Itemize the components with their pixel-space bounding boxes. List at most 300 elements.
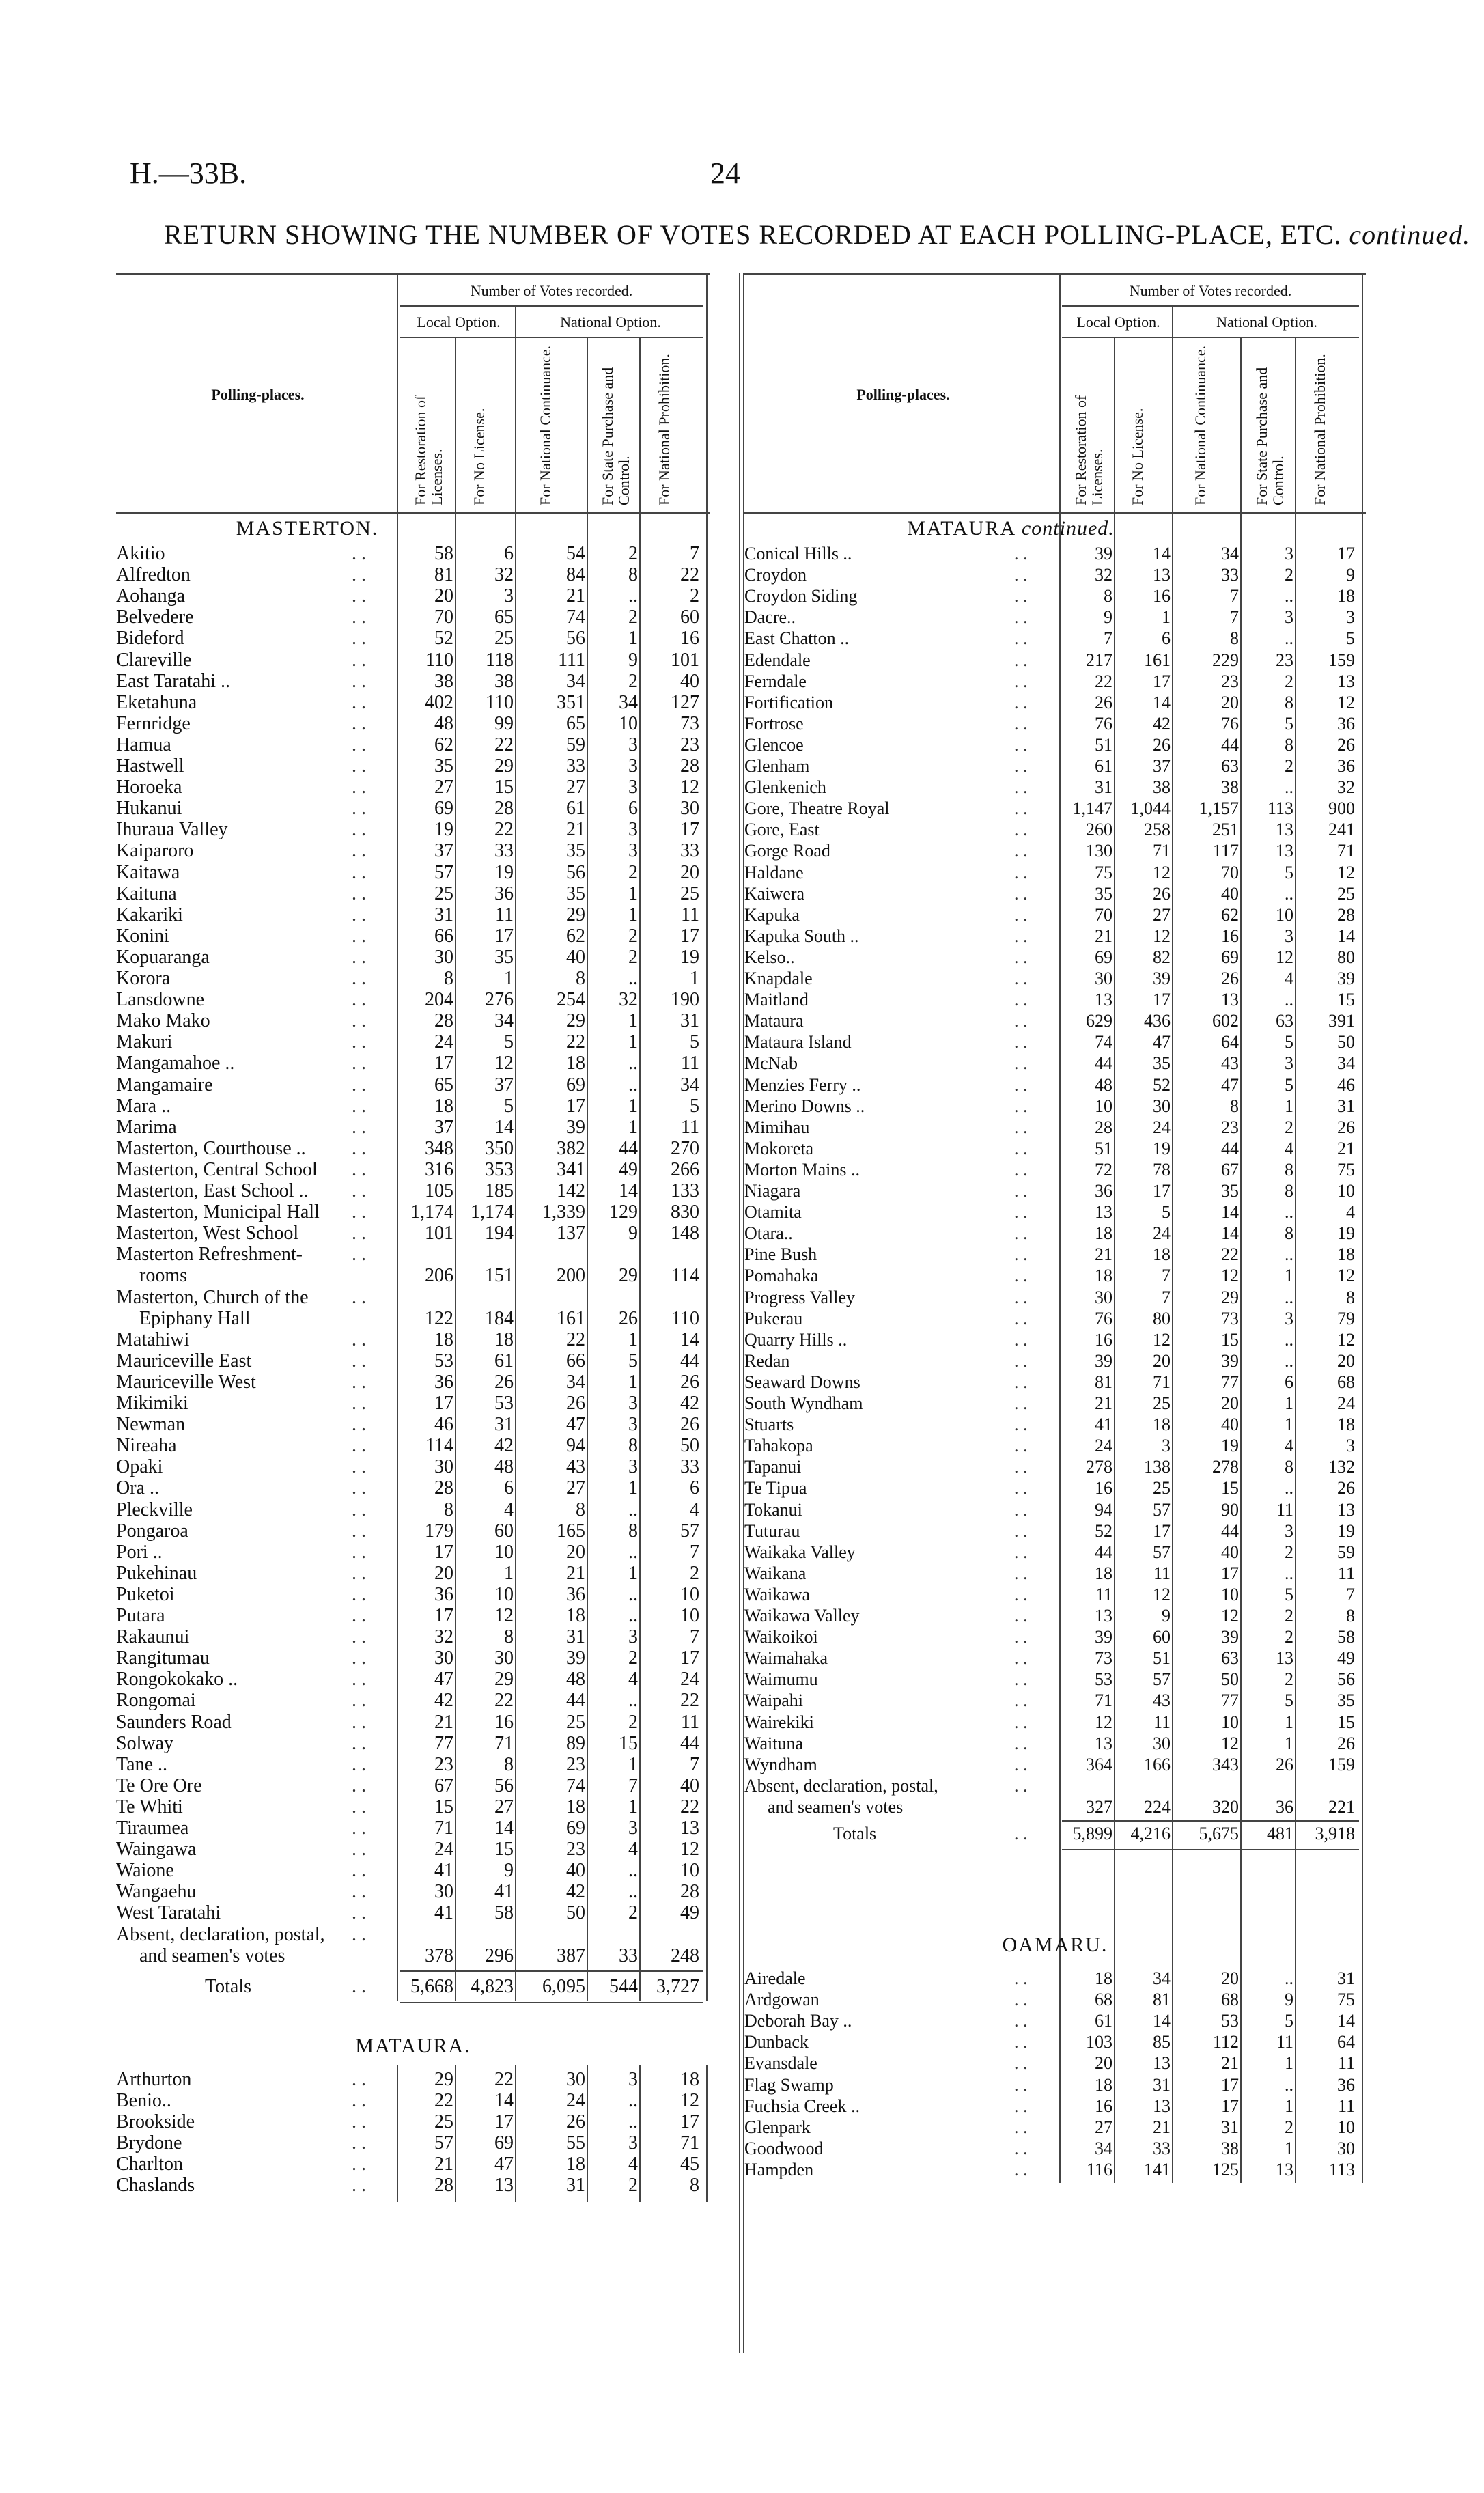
vote-count: 72 [1095, 1159, 1112, 1180]
polling-place-name: Kapuka South .. [744, 925, 859, 946]
vote-count: 118 [486, 649, 514, 671]
vote-count: 18 [566, 2154, 585, 2175]
leader-dots: . . [1014, 1775, 1028, 1796]
vote-count: 348 [425, 1137, 453, 1159]
vote-count: 61 [566, 798, 585, 820]
vote-count: 10 [494, 1541, 514, 1563]
vote-count: 51 [1095, 734, 1112, 755]
polling-place-name: Waituna [744, 1733, 803, 1753]
vote-count: 26 [566, 1393, 585, 1414]
vote-count: .. [1285, 1968, 1293, 1988]
vote-count: 8 [628, 1435, 638, 1457]
vote-count: 40 [680, 670, 699, 692]
vote-count: 5 [690, 1031, 699, 1053]
polling-place-name: Waimumu [744, 1669, 818, 1690]
vote-count: 4 [1285, 1138, 1293, 1158]
vote-count: .. [1285, 1287, 1293, 1307]
vote-count: 251 [1212, 820, 1239, 840]
vote-count: 3 [1285, 1053, 1293, 1074]
vote-count: 48 [566, 1669, 585, 1690]
vote-count: 69 [566, 1817, 585, 1839]
table-row [744, 1563, 1359, 1584]
vote-count: 46 [434, 1414, 453, 1436]
polling-place-name: Pleckville [116, 1499, 193, 1520]
polling-place-name: Lansdowne [116, 989, 205, 1011]
vote-count: 364 [1086, 1754, 1112, 1774]
vote-count: 32 [1095, 565, 1112, 585]
table-row [116, 1626, 703, 1647]
vote-count: 24 [566, 2089, 585, 2111]
vote-count: 35 [566, 840, 585, 862]
vote-count: 1 [1285, 1712, 1293, 1732]
vote-count: 5 [1285, 1074, 1293, 1095]
column-rule [1059, 1964, 1061, 2183]
leader-dots: . . [352, 1796, 366, 1817]
vote-count: 77 [1221, 1371, 1239, 1392]
vote-count: 18 [1095, 1968, 1112, 1988]
vote-count: .. [1285, 883, 1293, 904]
leader-dots: . . [352, 585, 366, 607]
vote-count: 35 [566, 882, 585, 904]
table-row [116, 1329, 703, 1350]
table-row [116, 734, 703, 755]
leader-dots: . . [352, 1583, 366, 1605]
vote-count: 113 [1267, 798, 1293, 819]
vote-count: 4,823 [471, 1975, 514, 1997]
vote-count: 18 [1337, 586, 1355, 607]
table-row [744, 671, 1359, 692]
polling-place-name: Ihuraua Valley [116, 819, 228, 841]
vote-count: 80 [1153, 1308, 1171, 1328]
vote-count: .. [1285, 1329, 1293, 1350]
table-row [744, 1435, 1359, 1456]
polling-place-name: Kakariki [116, 904, 183, 925]
vote-count: 60 [1153, 1627, 1171, 1647]
vote-count: 184 [485, 1307, 514, 1329]
header-continuance: For National Continuance. [1192, 345, 1209, 505]
vote-count: 59 [566, 734, 585, 755]
table-row [116, 1563, 703, 1584]
vote-count: 6 [1162, 628, 1171, 649]
leader-dots: . . [1014, 2095, 1028, 2116]
table-row [744, 1712, 1359, 1733]
vote-count: .. [628, 968, 638, 989]
vote-count: 26 [1153, 734, 1171, 755]
vote-count: 29 [566, 1010, 585, 1032]
vote-count: 28 [434, 1477, 453, 1499]
vote-count: 26 [1276, 1754, 1293, 1774]
polling-place-name: Ora .. [116, 1477, 159, 1499]
vote-count: 8 [628, 1520, 638, 1542]
vote-count: 25 [566, 1711, 585, 1733]
vote-count: 30 [680, 798, 699, 820]
vote-count: 38 [1221, 777, 1239, 798]
table-row [116, 1647, 703, 1669]
vote-count: 48 [434, 712, 453, 734]
leader-dots: . . [352, 1975, 366, 1997]
vote-count: 31 [1221, 2117, 1239, 2137]
polling-place-name: Tapanui [744, 1457, 802, 1477]
vote-count: 76 [1095, 713, 1112, 734]
vote-count: 33 [1153, 2138, 1171, 2158]
vote-count: 42 [566, 1881, 585, 1903]
vote-count: 391 [1328, 1011, 1355, 1031]
table-row [116, 585, 703, 607]
vote-count: 122 [425, 1307, 453, 1329]
leader-dots: . . [352, 1158, 366, 1180]
vote-count: 11 [1095, 1584, 1112, 1604]
vote-count: 40 [566, 946, 585, 968]
vote-count: 39 [1095, 1350, 1112, 1371]
leader-dots: . . [352, 734, 366, 755]
vote-count: 11 [681, 1053, 699, 1074]
vote-count: 1,044 [1130, 798, 1171, 819]
vote-count: 18 [1095, 1223, 1112, 1244]
vote-count: 10 [1221, 1584, 1239, 1604]
vote-count: 69 [494, 2132, 514, 2154]
vote-count: 41 [434, 1860, 453, 1882]
leader-dots: . . [1014, 1990, 1028, 2010]
vote-count: 35 [1221, 1181, 1239, 1201]
polling-place-name: Progress Valley [744, 1287, 856, 1307]
leader-dots: . . [352, 819, 366, 841]
polling-place-name: Mara .. [116, 1095, 171, 1117]
vote-count: 343 [1212, 1754, 1239, 1774]
vote-count: 2 [1285, 1542, 1293, 1562]
polling-place-name: Waikawa Valley [744, 1606, 860, 1626]
vote-count: 21 [566, 819, 585, 841]
vote-count: 29 [494, 1669, 514, 1690]
vote-count: 18 [434, 1328, 453, 1350]
vote-count: 151 [485, 1265, 514, 1287]
vote-count: 254 [557, 989, 585, 1011]
leader-dots: . . [1014, 2117, 1028, 2137]
vote-count: 116 [1086, 2159, 1112, 2179]
vote-count: 57 [680, 1520, 699, 1542]
vote-count: 51 [1095, 1138, 1112, 1158]
vote-count: 17 [1153, 1181, 1171, 1201]
vote-count: 130 [1086, 841, 1112, 861]
vote-count: 32 [434, 1626, 453, 1648]
polling-place-name: Hampden [744, 2159, 814, 2179]
header-option-rule [1062, 337, 1359, 338]
vote-count: 7 [690, 543, 699, 564]
vote-count: 5 [1285, 1032, 1293, 1053]
vote-count: 27 [566, 777, 585, 798]
vote-count: 18 [1153, 1244, 1171, 1265]
polling-place-name: Totals [205, 1975, 252, 1997]
vote-count: 17 [680, 2111, 699, 2132]
vote-count: 47 [494, 2154, 514, 2175]
vote-count: 7 [628, 1774, 638, 1796]
vote-count: 57 [434, 861, 453, 883]
vote-count: 133 [671, 1180, 699, 1201]
vote-count: 16 [1153, 586, 1171, 607]
vote-count: 5 [1285, 862, 1293, 882]
table-row [116, 1393, 703, 1414]
vote-count: 602 [1212, 1011, 1239, 1031]
vote-count: 43 [1221, 1053, 1239, 1074]
vote-count: 39 [566, 1647, 585, 1669]
table-row [116, 1584, 703, 1605]
vote-count: 5 [1162, 1202, 1171, 1223]
vote-count: 44 [1221, 734, 1239, 755]
vote-count: 28 [680, 755, 699, 777]
vote-count: 17 [494, 2111, 514, 2132]
leader-dots: . . [352, 1860, 366, 1882]
vote-count: 1 [628, 882, 638, 904]
vote-count: .. [1285, 990, 1293, 1010]
vote-count: 26 [680, 1414, 699, 1436]
vote-count: 2 [628, 861, 638, 883]
vote-count: 129 [609, 1201, 638, 1223]
vote-count: .. [1285, 1563, 1293, 1583]
vote-count: 1,174 [410, 1201, 453, 1223]
vote-count: 9 [1346, 565, 1355, 585]
vote-count: 1,339 [542, 1201, 585, 1223]
vote-count: 12 [1153, 862, 1171, 882]
vote-count: 8 [1285, 1181, 1293, 1201]
row-continuation [116, 1945, 400, 1966]
table-row [744, 2138, 1359, 2159]
header-national-option: National Option. [1216, 314, 1317, 331]
table-row [744, 2074, 1359, 2095]
leader-dots: . . [352, 1774, 366, 1796]
vote-count: 61 [1095, 756, 1112, 776]
vote-count: 21 [1153, 2117, 1171, 2137]
polling-place-name: Brookside [116, 2111, 195, 2132]
polling-place-name: Kaitawa [116, 861, 180, 883]
polling-place-name: Solway [116, 1732, 173, 1754]
vote-count: 14 [1221, 1223, 1239, 1244]
header-prohibition: For National Prohibition. [656, 354, 673, 505]
leader-dots: . . [352, 798, 366, 820]
vote-count: 75 [1337, 1159, 1355, 1180]
vote-count: 70 [434, 607, 453, 628]
header-local-option: Local Option. [1076, 314, 1160, 331]
polling-place-name: Mauriceville West [116, 1371, 256, 1393]
vote-count: 110 [425, 649, 453, 671]
table-row [116, 1754, 703, 1775]
vote-count: 65 [494, 607, 514, 628]
vote-count: 74 [566, 1774, 585, 1796]
totals-rule [400, 1970, 703, 1972]
vote-count: 35 [434, 755, 453, 777]
vote-count: 258 [1144, 820, 1171, 840]
vote-count: 67 [434, 1774, 453, 1796]
vote-count: 26 [566, 2111, 585, 2132]
polling-place-name: Absent, declaration, postal, [744, 1775, 938, 1796]
table-row [744, 1605, 1359, 1626]
vote-count: 12 [1276, 947, 1293, 967]
leader-dots: . . [352, 1031, 366, 1053]
vote-count: 36 [1276, 1796, 1293, 1817]
polling-place-name: Morton Mains .. [744, 1159, 860, 1180]
vote-count: 17 [680, 925, 699, 947]
polling-place-name: Charlton [116, 2154, 183, 2175]
leader-dots: . . [352, 1711, 366, 1733]
polling-place-name: Puketoi [116, 1583, 175, 1605]
vote-count: 12 [1337, 1329, 1355, 1350]
vote-count: 64 [1221, 1032, 1239, 1053]
vote-count: 18 [566, 1796, 585, 1817]
vote-count: 40 [1221, 1542, 1239, 1562]
vote-count: 21 [434, 2154, 453, 2175]
vote-count: 26 [1337, 734, 1355, 755]
leader-dots: . . [352, 1053, 366, 1074]
table-row [116, 1712, 703, 1733]
vote-count: 38 [1221, 2138, 1239, 2158]
polling-place-name: Deborah Bay .. [744, 2011, 852, 2031]
vote-count: 24 [1095, 1436, 1112, 1456]
vote-count: 4 [1346, 1202, 1355, 1223]
vote-count: 18 [1337, 1415, 1355, 1435]
vote-count: 10 [1337, 2117, 1355, 2137]
vote-count: 7 [1346, 1584, 1355, 1604]
leader-dots: . . [352, 1562, 366, 1584]
left-table [116, 270, 751, 2387]
vote-count: 17 [680, 819, 699, 841]
vote-count: 7 [690, 1753, 699, 1775]
table-row [744, 1223, 1359, 1244]
polling-place-name: Tiraumea [116, 1817, 189, 1839]
leader-dots: . . [1014, 1117, 1028, 1137]
vote-count: 166 [1144, 1754, 1171, 1774]
table-row [116, 883, 703, 904]
polling-place-name: Kopuaranga [116, 946, 210, 968]
table-row [744, 1989, 1359, 2010]
polling-place-name: Hamua [116, 734, 171, 755]
vote-count: 2 [628, 670, 638, 692]
vote-count: 1 [1162, 607, 1171, 628]
vote-count: 11 [1337, 2095, 1355, 2116]
polling-place-name: Otara.. [744, 1223, 793, 1244]
vote-count: 31 [434, 904, 453, 925]
page-header [0, 156, 1484, 197]
table-row [116, 1733, 703, 1754]
table-row [116, 1223, 703, 1244]
vote-count: 18 [566, 1605, 585, 1626]
vote-count: 5 [504, 1095, 514, 1117]
vote-count: 29 [494, 755, 514, 777]
table-row [744, 1244, 1359, 1265]
vote-count: 204 [425, 989, 453, 1011]
vote-count: 61 [1095, 2011, 1112, 2031]
leader-dots: . . [352, 1244, 366, 1266]
leader-dots: . . [1014, 990, 1028, 1010]
leader-dots: . . [1014, 862, 1028, 882]
vote-count: 27 [1095, 2117, 1112, 2137]
vote-count: 13 [494, 2175, 514, 2197]
table-row [744, 2095, 1359, 2117]
vote-count: 1 [504, 968, 514, 989]
vote-count: 4 [504, 1499, 514, 1520]
leader-dots: . . [1014, 607, 1028, 628]
polling-place-name: Masterton, Church of the [116, 1286, 309, 1308]
leader-dots: . . [1014, 1266, 1028, 1286]
leader-dots: . . [1014, 925, 1028, 946]
polling-place-name: Niagara [744, 1181, 801, 1201]
vote-count: .. [1285, 1202, 1293, 1223]
vote-count: 5 [504, 1031, 514, 1053]
leader-dots: . . [1014, 1606, 1028, 1626]
table-row [744, 777, 1359, 798]
polling-place-name-cont: Epiphany Hall [139, 1307, 251, 1329]
leader-dots: . . [352, 1753, 366, 1775]
vote-count: 24 [1153, 1117, 1171, 1137]
table-row [116, 777, 703, 798]
leader-dots: . . [1014, 2011, 1028, 2031]
vote-count: 436 [1144, 1011, 1171, 1031]
vote-count: 48 [1095, 1074, 1112, 1095]
vote-count: 25 [434, 882, 453, 904]
leader-dots: . . [352, 2175, 366, 2197]
polling-place-name: Gore, Theatre Royal [744, 798, 890, 819]
polling-place-name: East Taratahi .. [116, 670, 231, 692]
vote-count: 8 [504, 1626, 514, 1648]
table-row [744, 564, 1359, 585]
vote-count: 26 [1095, 692, 1112, 712]
vote-count: 62 [434, 734, 453, 755]
vote-count: 71 [1337, 841, 1355, 861]
vote-count: 30 [434, 1647, 453, 1669]
vote-count: .. [628, 1690, 638, 1712]
table-row [744, 1350, 1359, 1371]
leader-dots: . . [352, 904, 366, 925]
table-row [116, 1159, 703, 1180]
vote-count: 161 [1144, 650, 1171, 670]
leader-dots: . . [352, 1541, 366, 1563]
vote-count: 15 [494, 777, 514, 798]
vote-count: 1 [504, 1562, 514, 1584]
vote-count: 30 [1153, 1733, 1171, 1753]
vote-count: 20 [566, 1541, 585, 1563]
leader-dots: . . [1014, 1584, 1028, 1604]
section-name: MATAURA [907, 517, 1016, 540]
table-row [744, 2159, 1359, 2180]
vote-count: 5 [1285, 1584, 1293, 1604]
polling-place-name: Waimahaka [744, 1648, 828, 1669]
vote-count: 39 [1221, 1350, 1239, 1371]
vote-count: 7 [1230, 586, 1239, 607]
vote-count: 1,157 [1199, 798, 1239, 819]
leader-dots: . . [1014, 1074, 1028, 1095]
vote-count: 31 [494, 1414, 514, 1436]
table-row [116, 1860, 703, 1881]
vote-count: 36 [434, 1371, 453, 1393]
polling-place-name: Pomahaka [744, 1266, 819, 1286]
vote-count: 8 [690, 2175, 699, 2197]
table-row [116, 692, 703, 713]
vote-count: 1 [628, 1328, 638, 1350]
polling-place-name: Ardgowan [744, 1990, 820, 2010]
polling-place-name: Totals [833, 1824, 877, 1843]
vote-count: 1,174 [471, 1201, 514, 1223]
vote-count: 13 [1095, 1202, 1112, 1223]
table-top-rule [116, 273, 710, 275]
vote-count: 31 [1153, 2074, 1171, 2095]
vote-count: 9 [504, 1860, 514, 1882]
vote-count: 1 [628, 628, 638, 650]
vote-count: 71 [680, 2132, 699, 2154]
vote-count: 12 [680, 2089, 699, 2111]
table-row [116, 1074, 703, 1096]
table-top-rule [744, 273, 1366, 275]
vote-count: 12 [1153, 1584, 1171, 1604]
table-row [116, 564, 703, 585]
leader-dots: . . [1014, 2159, 1028, 2179]
polling-place-name: Mimihau [744, 1117, 810, 1137]
